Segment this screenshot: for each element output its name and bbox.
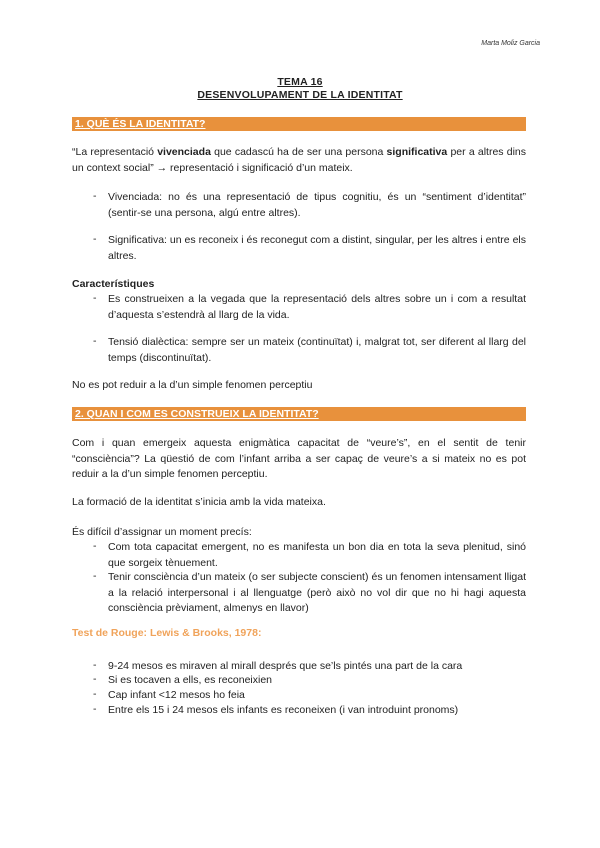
list-item-characteristic: Tensió dialèctica: sempre ser un mateix (continuïtat) i, malgrat tot, ser diferent al llarg del temps (discontinuïtat). — [108, 336, 526, 364]
author-name: Marta Moliz Garcia — [481, 40, 540, 47]
list-item-test: Entre els 15 i 24 mesos els infants es reconeixen (i van introduint pronoms) — [108, 704, 459, 716]
bullet-marker: - — [93, 703, 97, 715]
bullet-marker: - — [93, 233, 97, 245]
bullet-marker: - — [93, 292, 97, 304]
bullet-marker: - — [93, 540, 97, 552]
section-1-heading: 1. QUÈ ÉS LA IDENTITAT? — [72, 117, 526, 131]
section-2-heading: 2. QUAN I COM ES CONSTRUEIX LA IDENTITAT? — [72, 407, 526, 421]
bullet-marker: - — [93, 673, 97, 685]
topic-number: TEMA 16 — [277, 76, 323, 88]
bullet-marker: - — [93, 570, 97, 582]
list-item-test: Si es tocaven a ells, es reconeixien — [108, 674, 273, 686]
list-item-test: Cap infant <12 mesos ho feia — [108, 689, 245, 701]
section-1-intro: “La representació vivenciada que cadascú ha de ser una persona significativa per a altres dins un context social” → representació i significació d’un mateix. — [72, 146, 527, 174]
document-title: DESENVOLUPAMENT DE LA IDENTITAT — [197, 89, 403, 101]
bullet-marker: - — [93, 659, 97, 671]
section-2-paragraph: És difícil d’assignar un moment precís: — [72, 526, 252, 538]
bullet-marker: - — [93, 335, 97, 347]
section-2-paragraph: Com i quan emergeix aquesta enigmàtica capacitat de “veure’s”, en el sentit de tenir “consciència”? La qüestió de com l’infant arriba a ser capaç de veure’s a si mateix no es pot reduir a la d’un simple fenomen perceptiu. — [72, 437, 526, 480]
section-2-paragraph: La formació de la identitat s’inicia amb la vida mateixa. — [72, 496, 326, 508]
list-item-characteristic: Es construeixen a la vegada que la representació dels altres sobre un i com a resultat d’aquesta s’estendrà al llarg de la vida. — [108, 293, 526, 321]
list-item-vivenciada: Vivenciada: no és una representació de tipus cognitiu, és un “sentiment d’identitat” (sentir-se una persona, algú entre altres). — [108, 191, 526, 219]
list-item-significativa: Significativa: un es reconeix i és reconegut com a distint, singular, per les altres i entre els altres. — [108, 234, 526, 262]
bullet-marker: - — [93, 190, 97, 202]
list-item: Com tota capacitat emergent, no es manifesta un bon dia en tota la seva plenitud, sinó que sorgeix tènuement. — [108, 541, 526, 569]
section-1-closing: No es pot reduir a la d’un simple fenomen perceptiu — [72, 379, 313, 391]
characteristics-label: Característiques — [72, 278, 155, 290]
list-item: Tenir consciència d’un mateix (o ser subjecte conscient) és un fenomen intensament lligat a la relació interpersonal i al llenguatge (però això no vol dir que no hi hagi aquesta consciència prèviament, almenys en llavor) — [108, 571, 526, 614]
test-heading: Test de Rouge: Lewis & Brooks, 1978: — [72, 627, 262, 639]
bullet-marker: - — [93, 688, 97, 700]
list-item-test: 9-24 mesos es miraven al mirall després que se’ls pintés una part de la cara — [108, 660, 463, 672]
